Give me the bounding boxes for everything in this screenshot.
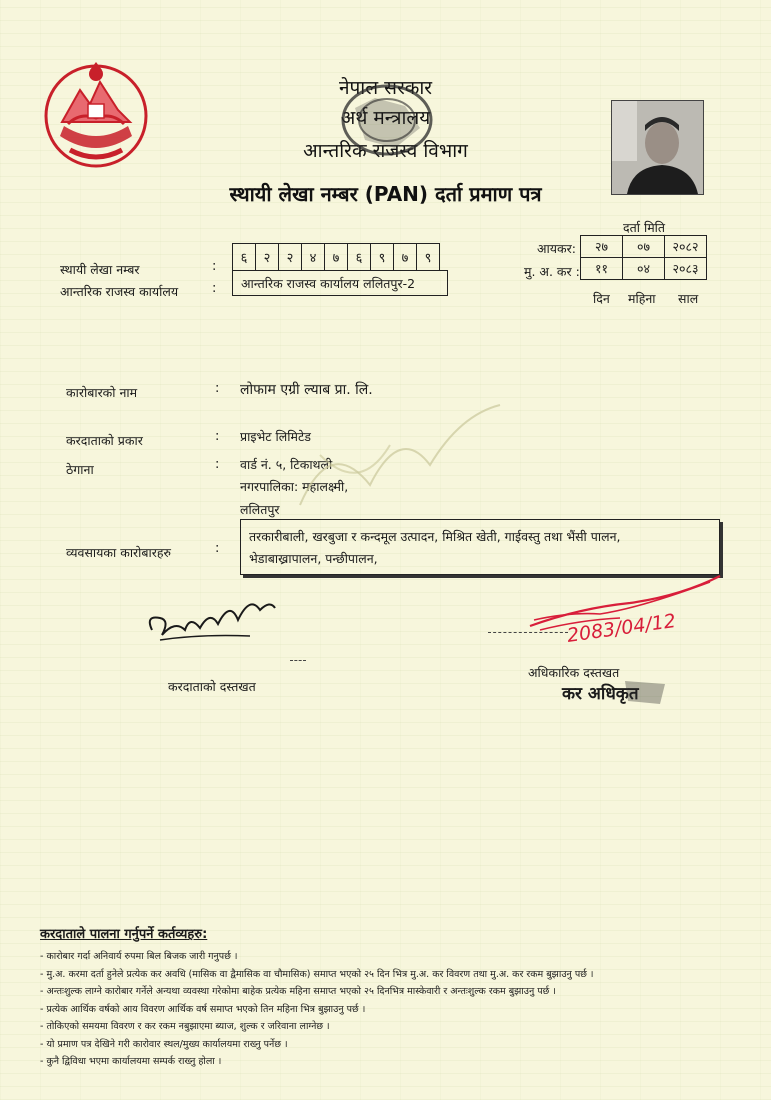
pan-digit: ४ <box>302 244 325 270</box>
businesses-line2: भेडाबाख्रापालन, पन्छीपालन, <box>249 551 378 566</box>
pan-digit: ९ <box>424 251 432 266</box>
official-signature-label: अधिकारिक दस्तखत <box>528 665 620 680</box>
income-tax-month: ०७ <box>623 236 665 258</box>
business-name-value: लोफाम एग्री ल्याब प्रा. लि. <box>240 382 373 398</box>
business-name-colon: : <box>215 381 220 396</box>
certificate-title: स्थायी लेखा नम्बर (PAN) दर्ता प्रमाण पत्र <box>229 182 542 206</box>
taxpayer-type-value: प्राइभेट लिमिटेड <box>240 429 311 444</box>
duty-item: - प्रत्येक आर्थिक वर्षको आय विवरण आर्थिक वर्ष समाप्त भएको तिन महिना भित्र बुझाउनु पर्छ । <box>40 1003 366 1015</box>
faint-signature-watermark <box>290 395 510 525</box>
official-title: कर अधिकृत <box>562 684 639 704</box>
vat-label: मु. अ. कर : <box>524 264 580 279</box>
date-col-year: साल <box>678 291 699 306</box>
duty-item: - यो प्रमाण पत्र देखिने गरी कारोवार स्थल/मुख्य कार्यालयमा राख्नु पर्नेछ । <box>40 1038 288 1050</box>
businesses-line1: तरकारीबाली, खरबुजा र कन्दमूल उत्पादन, मिश्रित खेती, गाईवस्तु तथा भैंसी पालन, <box>249 529 621 544</box>
header-government: नेपाल सरकार <box>338 77 433 99</box>
date-col-month: महिना <box>628 291 656 306</box>
address-colon: : <box>215 457 220 472</box>
header-department: आन्तरिक राजस्व विभाग <box>303 140 468 162</box>
taxpayer-type-label: करदाताको प्रकार <box>66 433 143 448</box>
address-line1: वार्ड नं. ५, टिकाथली <box>240 457 333 472</box>
pan-label: स्थायी लेखा नम्बर <box>60 262 140 277</box>
duty-item: - तोकिएको समयमा विवरण र कर रकम नबुझाएमा ब्याज, शुल्क र जरिवाना लाग्नेछ । <box>40 1021 330 1032</box>
taxpayer-signature-label: करदाताको दस्तखत <box>168 679 256 694</box>
duty-item: - अन्तःशुल्क लाग्ने कारोबार गर्नेले अन्यथा व्यवस्था गरेकोमा बाहेक प्रत्येक महिना समाप्त भएको २५ दिनभित्र मास्केवारी र अन्तःशुल्क रकम बुझाउनु पर्छ । <box>40 986 556 997</box>
duty-item: - मु.अ. करमा दर्ता हुनेले प्रत्येक कर अवधि (मासिक वा द्वैमासिक वा चौमासिक) समाप्त भएको २५ दिन भित्र मु.अ. कर विवरण तथा मु.अ. कर रकम बुझाउनु पर्छ । <box>40 968 594 980</box>
vat-month: ०४ <box>623 258 665 280</box>
pan-digit: ९ <box>371 244 394 270</box>
office-label: आन्तरिक राजस्व कार्यालय <box>60 284 179 299</box>
income-tax-date-row <box>581 236 707 258</box>
income-tax-year: २०८२ <box>665 236 707 258</box>
duties-title: करदाताले पालना गर्नुपर्ने कर्तव्यहरु: <box>40 927 208 942</box>
pan-digit: ७ <box>394 244 417 270</box>
vat-day: ११ <box>581 258 623 280</box>
pan-digit: २ <box>256 244 279 270</box>
taxpayer-signature <box>140 590 280 650</box>
registration-date-heading: दर्ता मिति <box>623 220 666 235</box>
vat-date-row <box>581 258 707 280</box>
businesses-colon: : <box>215 541 220 556</box>
registration-date-table <box>580 235 707 280</box>
pan-digit: ६ <box>348 244 371 270</box>
official-handwritten-date: 2083/04/12 <box>565 609 678 647</box>
address-label: ठेगाना <box>66 462 94 477</box>
address-line3: ललितपुर <box>240 502 280 517</box>
duty-item: - कुनै द्विविधा भएमा कार्यालयमा सम्पर्क राख्नु होला । <box>40 1056 222 1067</box>
taxpayer-signature-line <box>290 660 306 661</box>
pan-colon: : <box>212 259 217 274</box>
duties-list <box>40 948 760 1071</box>
taxpayer-type-colon: : <box>215 429 220 444</box>
vat-year: २०८३ <box>665 258 707 280</box>
pan-digit: ७ <box>325 244 348 270</box>
pan-digit: ६ <box>233 244 256 270</box>
official-title-stamp-mark <box>620 676 670 706</box>
header-ministry: अर्थ मन्त्रालय <box>340 107 431 129</box>
duty-item: - कारोबार गर्दा अनिवार्य रुपमा बिल बिजक जारी गनुपर्छ । <box>40 951 238 962</box>
address-line2: नगरपालिका: महालक्ष्मी, <box>240 479 349 494</box>
business-name-label: कारोबारको नाम <box>66 385 138 400</box>
office-value: आन्तरिक राजस्व कार्यालय ललितपुर-2 <box>232 270 448 296</box>
income-tax-day: २७ <box>581 236 623 258</box>
official-stamp <box>325 78 445 168</box>
income-tax-label: आयकर: <box>537 241 576 256</box>
date-col-day: दिन <box>593 291 610 306</box>
pan-number-box <box>232 243 440 271</box>
businesses-box <box>240 519 720 575</box>
office-colon: : <box>212 281 217 296</box>
taxpayer-photo <box>611 100 704 195</box>
pan-digit: २ <box>279 244 302 270</box>
businesses-label: व्यवसायका कारोबारहरु <box>66 545 172 560</box>
official-signature <box>520 568 730 658</box>
